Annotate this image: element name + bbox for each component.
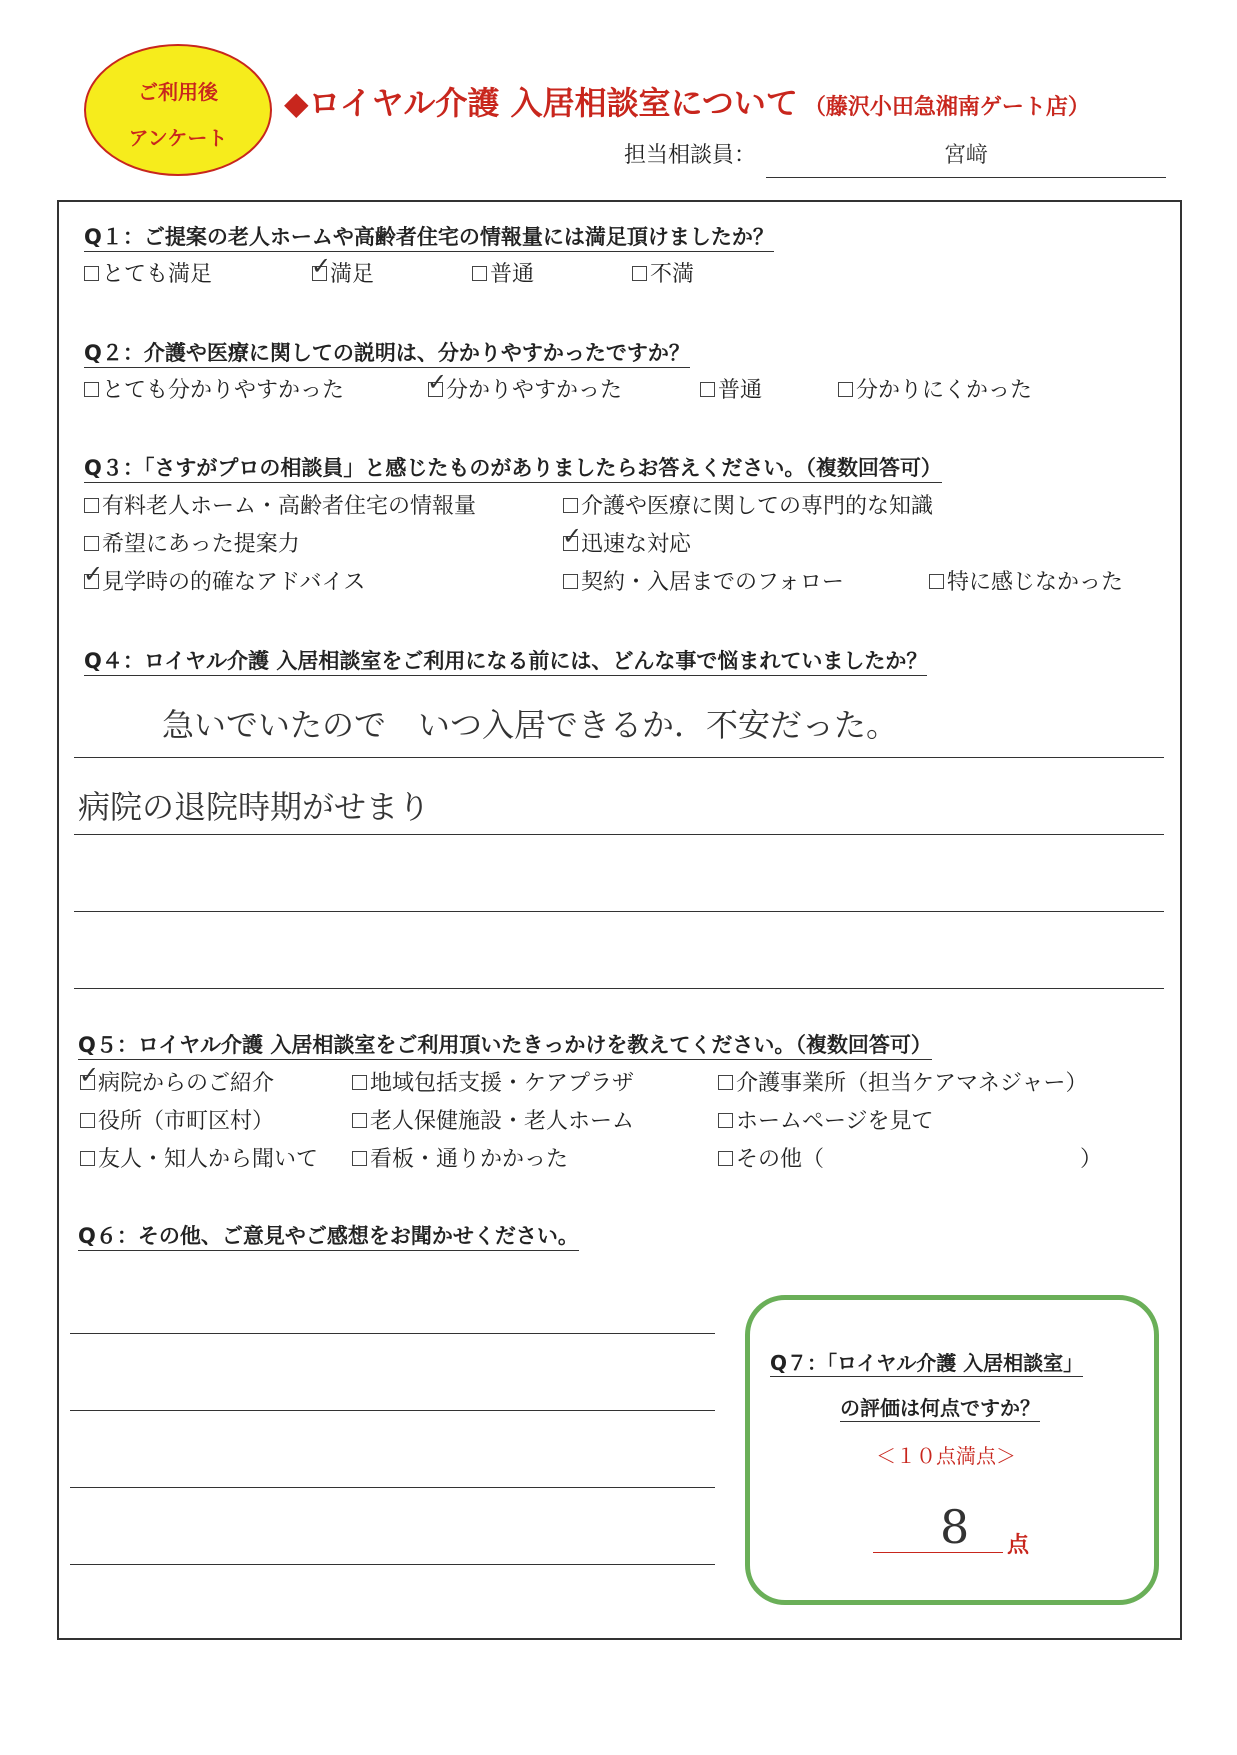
- q1-option-0[interactable]: とても満足: [84, 262, 212, 288]
- checkbox-icon[interactable]: [84, 536, 99, 551]
- checkbox-icon[interactable]: [79, 1061, 100, 1090]
- checkmark-icon: ✓: [311, 252, 332, 280]
- q5-question: Q５：ロイヤル介護 入居相談室をご利用頂いたきっかけを教えてください。（複数回答可）: [78, 1032, 932, 1060]
- q2-question: Q２：介護や医療に関しての説明は、分かりやすかったですか？: [84, 340, 690, 368]
- badge-line1: ご利用後: [138, 80, 218, 104]
- title-main: ◆ロイヤル介護 入居相談室について: [284, 84, 798, 122]
- checkbox-icon[interactable]: [83, 560, 104, 589]
- checkmark-icon: ✓: [562, 522, 583, 550]
- q6-write-line-2[interactable]: [70, 1410, 715, 1411]
- q3-option-4[interactable]: ✓ 見学時の的確なアドバイス: [83, 560, 366, 595]
- q5-option-4[interactable]: 老人保健施設・老人ホーム: [352, 1109, 634, 1135]
- checkbox-icon[interactable]: [84, 498, 99, 513]
- checkbox-icon[interactable]: [700, 382, 715, 397]
- q4-answer-line2[interactable]: 病院の退院時期がせまり: [78, 788, 431, 826]
- q3-option-2[interactable]: 希望にあった提案力: [84, 532, 300, 558]
- q4-answer-line1[interactable]: 急いでいたので いつ入居できるか．不安だった。: [162, 706, 899, 744]
- checkmark-icon: ✓: [79, 1061, 100, 1089]
- checkmark-icon: ✓: [83, 560, 104, 588]
- staff-name: 宮﨑: [943, 143, 988, 168]
- q1-option-3[interactable]: 不満: [632, 262, 694, 288]
- title-store: （藤沢小田急湘南ゲート店）: [803, 95, 1090, 120]
- checkbox-icon[interactable]: [80, 1151, 95, 1166]
- survey-badge: [84, 44, 272, 176]
- q6-write-line-3[interactable]: [70, 1487, 715, 1488]
- q5-other-close: ）: [1080, 1147, 1103, 1172]
- checkbox-icon[interactable]: [718, 1113, 733, 1128]
- q3-question: Q３：「さすがプロの相談員」と感じたものがありましたらお答えください。（複数回答可）: [84, 455, 942, 483]
- q3-option-0[interactable]: 有料老人ホーム・高齢者住宅の情報量: [84, 494, 476, 520]
- q5-option-2[interactable]: 介護事業所（担当ケアマネジャー）: [718, 1071, 1088, 1097]
- q4-question: Q４：ロイヤル介護 入居相談室をご利用になる前には、どんな事で悩まれていましたか？: [84, 648, 927, 676]
- q3-option-5[interactable]: 契約・入居までのフォロー: [563, 570, 844, 596]
- q5-option-1[interactable]: 地域包括支援・ケアプラザ: [352, 1071, 634, 1097]
- q5-option-8[interactable]: その他（: [718, 1147, 824, 1173]
- checkbox-icon[interactable]: [427, 368, 448, 397]
- q5-option-5[interactable]: ホームページを見て: [718, 1109, 934, 1135]
- q5-option-0[interactable]: ✓ 病院からのご紹介: [79, 1061, 275, 1096]
- q1-question: Q１：ご提案の老人ホームや高齢者住宅の情報量には満足頂けましたか？: [84, 224, 774, 252]
- q1-option-2[interactable]: 普通: [472, 262, 534, 288]
- q5-option-3[interactable]: 役所（市町区村）: [80, 1109, 274, 1135]
- page-title: [284, 78, 1090, 124]
- checkbox-icon[interactable]: [472, 266, 487, 281]
- checkbox-icon[interactable]: [80, 1113, 95, 1128]
- q7-question-line1: Q７：「ロイヤル介護 入居相談室」: [770, 1351, 1084, 1375]
- q7-score-line: [873, 1552, 1003, 1553]
- checkbox-icon[interactable]: [84, 382, 99, 397]
- checkbox-icon[interactable]: [311, 252, 332, 281]
- badge-line2: アンケート: [128, 126, 228, 150]
- q7-score-unit: 点: [1007, 1533, 1030, 1558]
- checkbox-icon[interactable]: [563, 574, 578, 589]
- q6-question: Q６：その他、ご意見やご感想をお聞かせください。: [78, 1223, 579, 1251]
- q7-note: ＜１０点満点＞: [876, 1444, 1016, 1468]
- checkbox-icon[interactable]: [562, 522, 583, 551]
- q6-write-line-4[interactable]: [70, 1564, 715, 1565]
- q6-write-line-1[interactable]: [70, 1333, 715, 1334]
- checkbox-icon[interactable]: [352, 1151, 367, 1166]
- checkbox-icon[interactable]: [929, 574, 944, 589]
- staff-label: 担当相談員：: [624, 143, 757, 168]
- q7-question-line2: の評価は何点ですか？: [840, 1396, 1040, 1420]
- staff-name-line: [766, 177, 1166, 178]
- checkbox-icon[interactable]: [352, 1113, 367, 1128]
- checkmark-icon: ✓: [427, 368, 448, 396]
- checkbox-icon[interactable]: [632, 266, 647, 281]
- q5-option-6[interactable]: 友人・知人から聞いて: [80, 1147, 318, 1173]
- checkbox-icon[interactable]: [84, 266, 99, 281]
- q2-option-0[interactable]: とても分かりやすかった: [84, 378, 344, 404]
- checkbox-icon[interactable]: [718, 1075, 733, 1090]
- q3-option-6[interactable]: 特に感じなかった: [929, 570, 1123, 596]
- checkbox-icon[interactable]: [718, 1151, 733, 1166]
- checkbox-icon[interactable]: [563, 498, 578, 513]
- q3-option-3[interactable]: ✓ 迅速な対応: [562, 522, 692, 557]
- q4-write-line-3: [74, 911, 1164, 912]
- q2-option-2[interactable]: 普通: [700, 378, 762, 404]
- q2-option-1[interactable]: ✓ 分かりやすかった: [427, 368, 623, 403]
- q4-write-line-4: [74, 988, 1164, 989]
- q1-option-1[interactable]: ✓ 満足: [311, 252, 375, 287]
- checkbox-icon[interactable]: [838, 382, 853, 397]
- q5-option-7[interactable]: 看板・通りかかった: [352, 1147, 568, 1173]
- checkbox-icon[interactable]: [352, 1075, 367, 1090]
- q7-score[interactable]: 8: [940, 1500, 970, 1554]
- q2-option-3[interactable]: 分かりにくかった: [838, 378, 1032, 404]
- q4-write-line-2: [74, 834, 1164, 835]
- q4-write-line-1: [74, 757, 1164, 758]
- q3-option-1[interactable]: 介護や医療に関しての専門的な知識: [563, 494, 933, 520]
